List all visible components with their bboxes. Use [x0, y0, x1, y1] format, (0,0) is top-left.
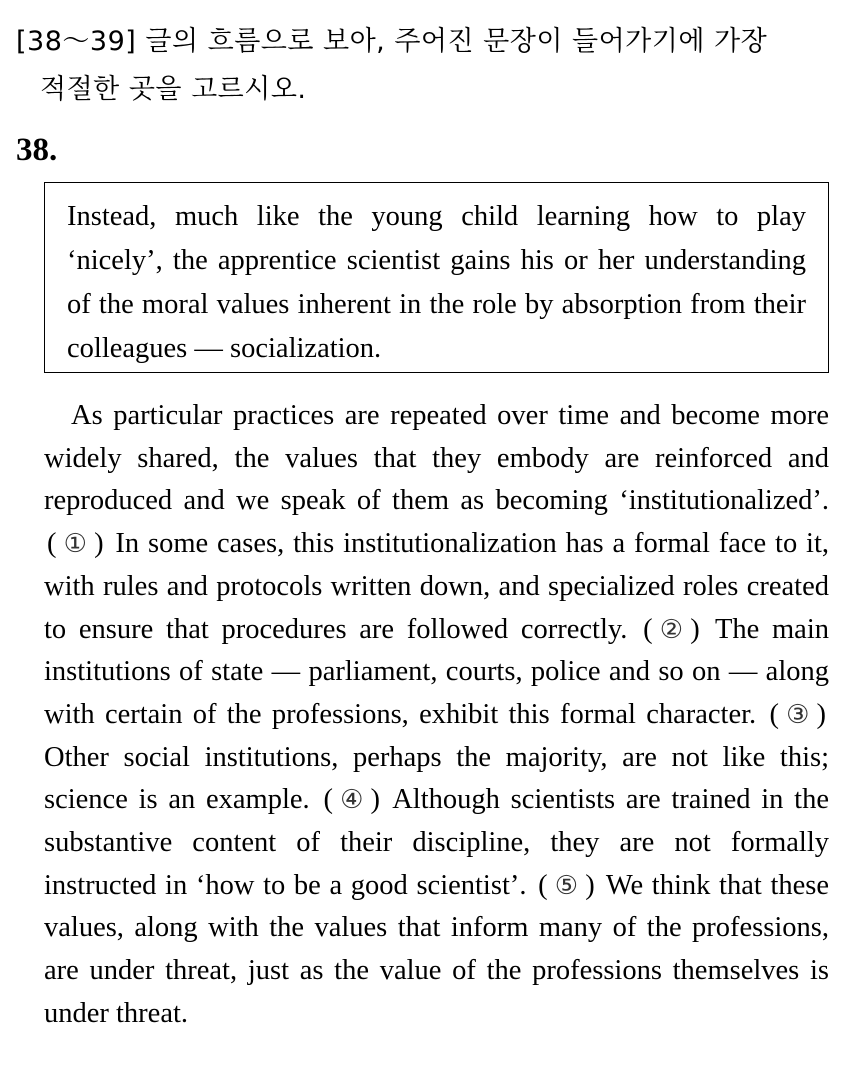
marker-5-label: ⑤ [554, 870, 579, 901]
marker-3-label: ③ [786, 699, 810, 730]
passage-segment-4: Although scientists are trained in the substantive content of their discipline, they are not formally instructed in ‘how to be a good scientist’. [44, 784, 829, 901]
instruction-line-1: [38～39] 글의 흐름으로 보아, 주어진 문장이 들어가기에 가장 [16, 26, 768, 57]
passage-segment-1: In some cases, this institutionalization has a formal face to it, with rules and protocols written down, and specialized roles created to ensure that procedures are followed correctly. [44, 528, 830, 645]
question-number: 38. [16, 132, 58, 168]
question-instruction [16, 18, 836, 114]
passage [44, 395, 829, 1036]
insertion-marker-1[interactable]: ( ① ) [47, 528, 104, 560]
insertion-marker-5[interactable]: ( ⑤ ) [538, 869, 595, 901]
passage-segment-0: As particular practices are repeated over time and become more widely shared, the values that they embody are reinforced and reproduced and we speak of them as becoming ‘institutionalized’. [44, 400, 829, 517]
passage-segment-5: We think that these values, along with the values that inform many of the professions, are under threat, just as the value of the professions themselves is under threat. [44, 869, 829, 1029]
marker-4-label: ④ [340, 785, 364, 816]
marker-1-label: ① [63, 529, 87, 560]
passage-segment-3: Other social institutions, perhaps the majority, are not like this; science is an example. [44, 741, 829, 816]
insertion-marker-2[interactable]: ( ② ) [643, 613, 700, 645]
insertion-marker-3[interactable]: ( ③ ) [769, 698, 827, 730]
insertion-marker-4[interactable]: ( ④ ) [323, 784, 380, 816]
given-sentence-box [44, 182, 829, 373]
given-sentence: Instead, much like the young child learning how to play ‘nicely’, the apprentice scientist gains his or her understanding of the moral values inherent in the role by absorption from their colleagues — socialization. [67, 201, 806, 364]
passage-segment-2: The main institutions of state — parliament, courts, police and so on — along with certain of the professions, exhibit this formal character. [44, 613, 829, 730]
instruction-line-2: 적절한 곳을 고르시오. [40, 74, 307, 105]
marker-2-label: ② [659, 614, 684, 645]
